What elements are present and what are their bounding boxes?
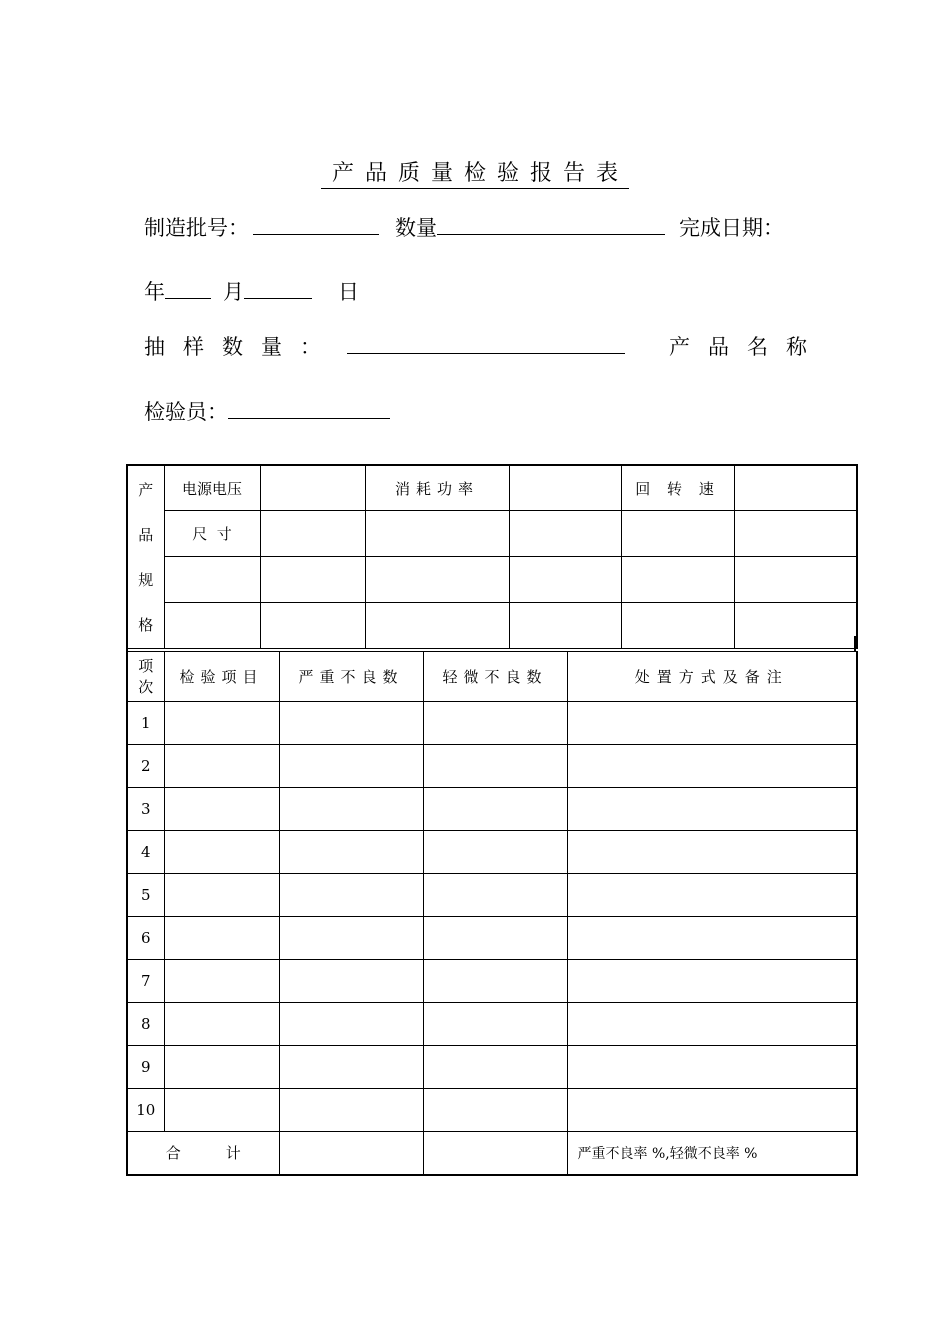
qty-field[interactable]	[437, 214, 665, 235]
row-index: 8	[127, 1003, 164, 1046]
row-minor-cell[interactable]	[423, 831, 567, 874]
row-remark-cell[interactable]	[567, 960, 857, 1003]
row-major-cell[interactable]	[279, 1089, 423, 1132]
col-minor-header: 轻微不良数	[423, 652, 567, 702]
row-major-cell[interactable]	[279, 702, 423, 745]
size-label: 尺 寸	[164, 511, 260, 557]
table-row	[127, 745, 857, 788]
spec-cell[interactable]	[509, 511, 621, 557]
row-index: 6	[127, 917, 164, 960]
title-text: 产品质量检验报告表	[321, 161, 629, 189]
row-major-cell[interactable]	[279, 745, 423, 788]
row-remark-cell[interactable]	[567, 1046, 857, 1089]
month-label: 月	[223, 280, 244, 304]
sample-line	[144, 331, 825, 361]
side-char: 格	[138, 616, 154, 634]
total-label: 合 计	[127, 1132, 279, 1175]
row-index: 9	[127, 1046, 164, 1089]
spec-cell[interactable]	[734, 557, 857, 603]
batch-field[interactable]	[253, 214, 379, 235]
row-minor-cell[interactable]	[423, 1046, 567, 1089]
table-row	[127, 702, 857, 745]
row-index: 10	[127, 1089, 164, 1132]
spec-cell[interactable]	[260, 557, 365, 603]
inspector-label: 检验员：	[144, 400, 228, 424]
table-row	[127, 831, 857, 874]
row-remark-cell[interactable]	[567, 745, 857, 788]
row-remark-cell[interactable]	[567, 917, 857, 960]
spec-cell[interactable]	[509, 557, 621, 603]
row-remark-cell[interactable]	[567, 1003, 857, 1046]
row-item-cell[interactable]	[164, 1089, 279, 1132]
row-remark-cell[interactable]	[567, 788, 857, 831]
row-minor-cell[interactable]	[423, 1089, 567, 1132]
spec-cell[interactable]	[365, 557, 509, 603]
speed-label: 回 转 速	[621, 465, 734, 511]
table-row	[127, 1046, 857, 1089]
col-remark-header: 处置方式及备注	[567, 652, 857, 702]
spec-cell[interactable]	[621, 557, 734, 603]
sample-label: 抽样数量：	[144, 335, 339, 359]
row-major-cell[interactable]	[279, 917, 423, 960]
row-minor-cell[interactable]	[423, 874, 567, 917]
total-major[interactable]	[279, 1132, 423, 1175]
table-row	[127, 1089, 857, 1132]
row-major-cell[interactable]	[279, 874, 423, 917]
row-index: 5	[127, 874, 164, 917]
table-row	[127, 960, 857, 1003]
power-label: 消耗功率	[365, 465, 509, 511]
row-index: 4	[127, 831, 164, 874]
row-item-cell[interactable]	[164, 917, 279, 960]
row-item-cell[interactable]	[164, 960, 279, 1003]
row-major-cell[interactable]	[279, 788, 423, 831]
row-index: 7	[127, 960, 164, 1003]
row-minor-cell[interactable]	[423, 702, 567, 745]
inspection-table	[126, 651, 858, 1176]
table-row	[127, 1003, 857, 1046]
spec-cell[interactable]	[734, 511, 857, 557]
row-index: 3	[127, 788, 164, 831]
side-char: 品	[138, 526, 154, 544]
total-minor[interactable]	[423, 1132, 567, 1175]
row-minor-cell[interactable]	[423, 1003, 567, 1046]
row-item-cell[interactable]	[164, 1046, 279, 1089]
row-major-cell[interactable]	[279, 960, 423, 1003]
row-item-cell[interactable]	[164, 702, 279, 745]
batch-line	[144, 212, 784, 242]
col-item-header: 检验项目	[164, 652, 279, 702]
spec-side-label	[127, 465, 164, 649]
table-row	[127, 917, 857, 960]
row-minor-cell[interactable]	[423, 745, 567, 788]
year-label: 年	[144, 280, 165, 304]
row-major-cell[interactable]	[279, 1003, 423, 1046]
batch-label: 制造批号：	[144, 216, 249, 240]
row-minor-cell[interactable]	[423, 917, 567, 960]
voltage-label: 电源电压	[164, 465, 260, 511]
row-major-cell[interactable]	[279, 831, 423, 874]
date-line	[144, 276, 359, 306]
side-char: 产	[138, 481, 154, 499]
date-label: 完成日期：	[679, 216, 784, 240]
power-value[interactable]	[509, 465, 621, 511]
sample-field[interactable]	[347, 333, 625, 354]
inspector-line	[144, 396, 390, 426]
day-label: 日	[338, 280, 359, 304]
row-item-cell[interactable]	[164, 874, 279, 917]
row-minor-cell[interactable]	[423, 788, 567, 831]
table-row	[127, 874, 857, 917]
year-field[interactable]	[165, 278, 211, 299]
speed-value[interactable]	[734, 465, 857, 511]
month-field[interactable]	[244, 278, 312, 299]
col-index-header: 项次	[127, 652, 164, 702]
row-remark-cell[interactable]	[567, 874, 857, 917]
spec-cell[interactable]	[621, 511, 734, 557]
page-title	[0, 156, 950, 187]
row-item-cell[interactable]	[164, 788, 279, 831]
spec-cell[interactable]	[164, 557, 260, 603]
spec-cell[interactable]	[365, 511, 509, 557]
col-major-header: 严重不良数	[279, 652, 423, 702]
spec-table	[126, 464, 858, 649]
row-minor-cell[interactable]	[423, 960, 567, 1003]
table-row	[127, 788, 857, 831]
side-char: 规	[138, 571, 154, 589]
product-name-label: 产品名称	[669, 335, 825, 359]
row-remark-cell[interactable]	[567, 1089, 857, 1132]
row-remark-cell[interactable]	[567, 831, 857, 874]
rate-text: 严重不良率 %,轻微不良率 %	[567, 1132, 857, 1175]
row-item-cell[interactable]	[164, 831, 279, 874]
row-major-cell[interactable]	[279, 1046, 423, 1089]
table-gap	[126, 636, 856, 651]
row-item-cell[interactable]	[164, 1003, 279, 1046]
row-index: 1	[127, 702, 164, 745]
row-index: 2	[127, 745, 164, 788]
row-item-cell[interactable]	[164, 745, 279, 788]
qty-label: 数量	[395, 216, 437, 240]
row-remark-cell[interactable]	[567, 702, 857, 745]
voltage-value[interactable]	[260, 465, 365, 511]
spec-cell[interactable]	[260, 511, 365, 557]
inspector-field[interactable]	[228, 398, 390, 419]
